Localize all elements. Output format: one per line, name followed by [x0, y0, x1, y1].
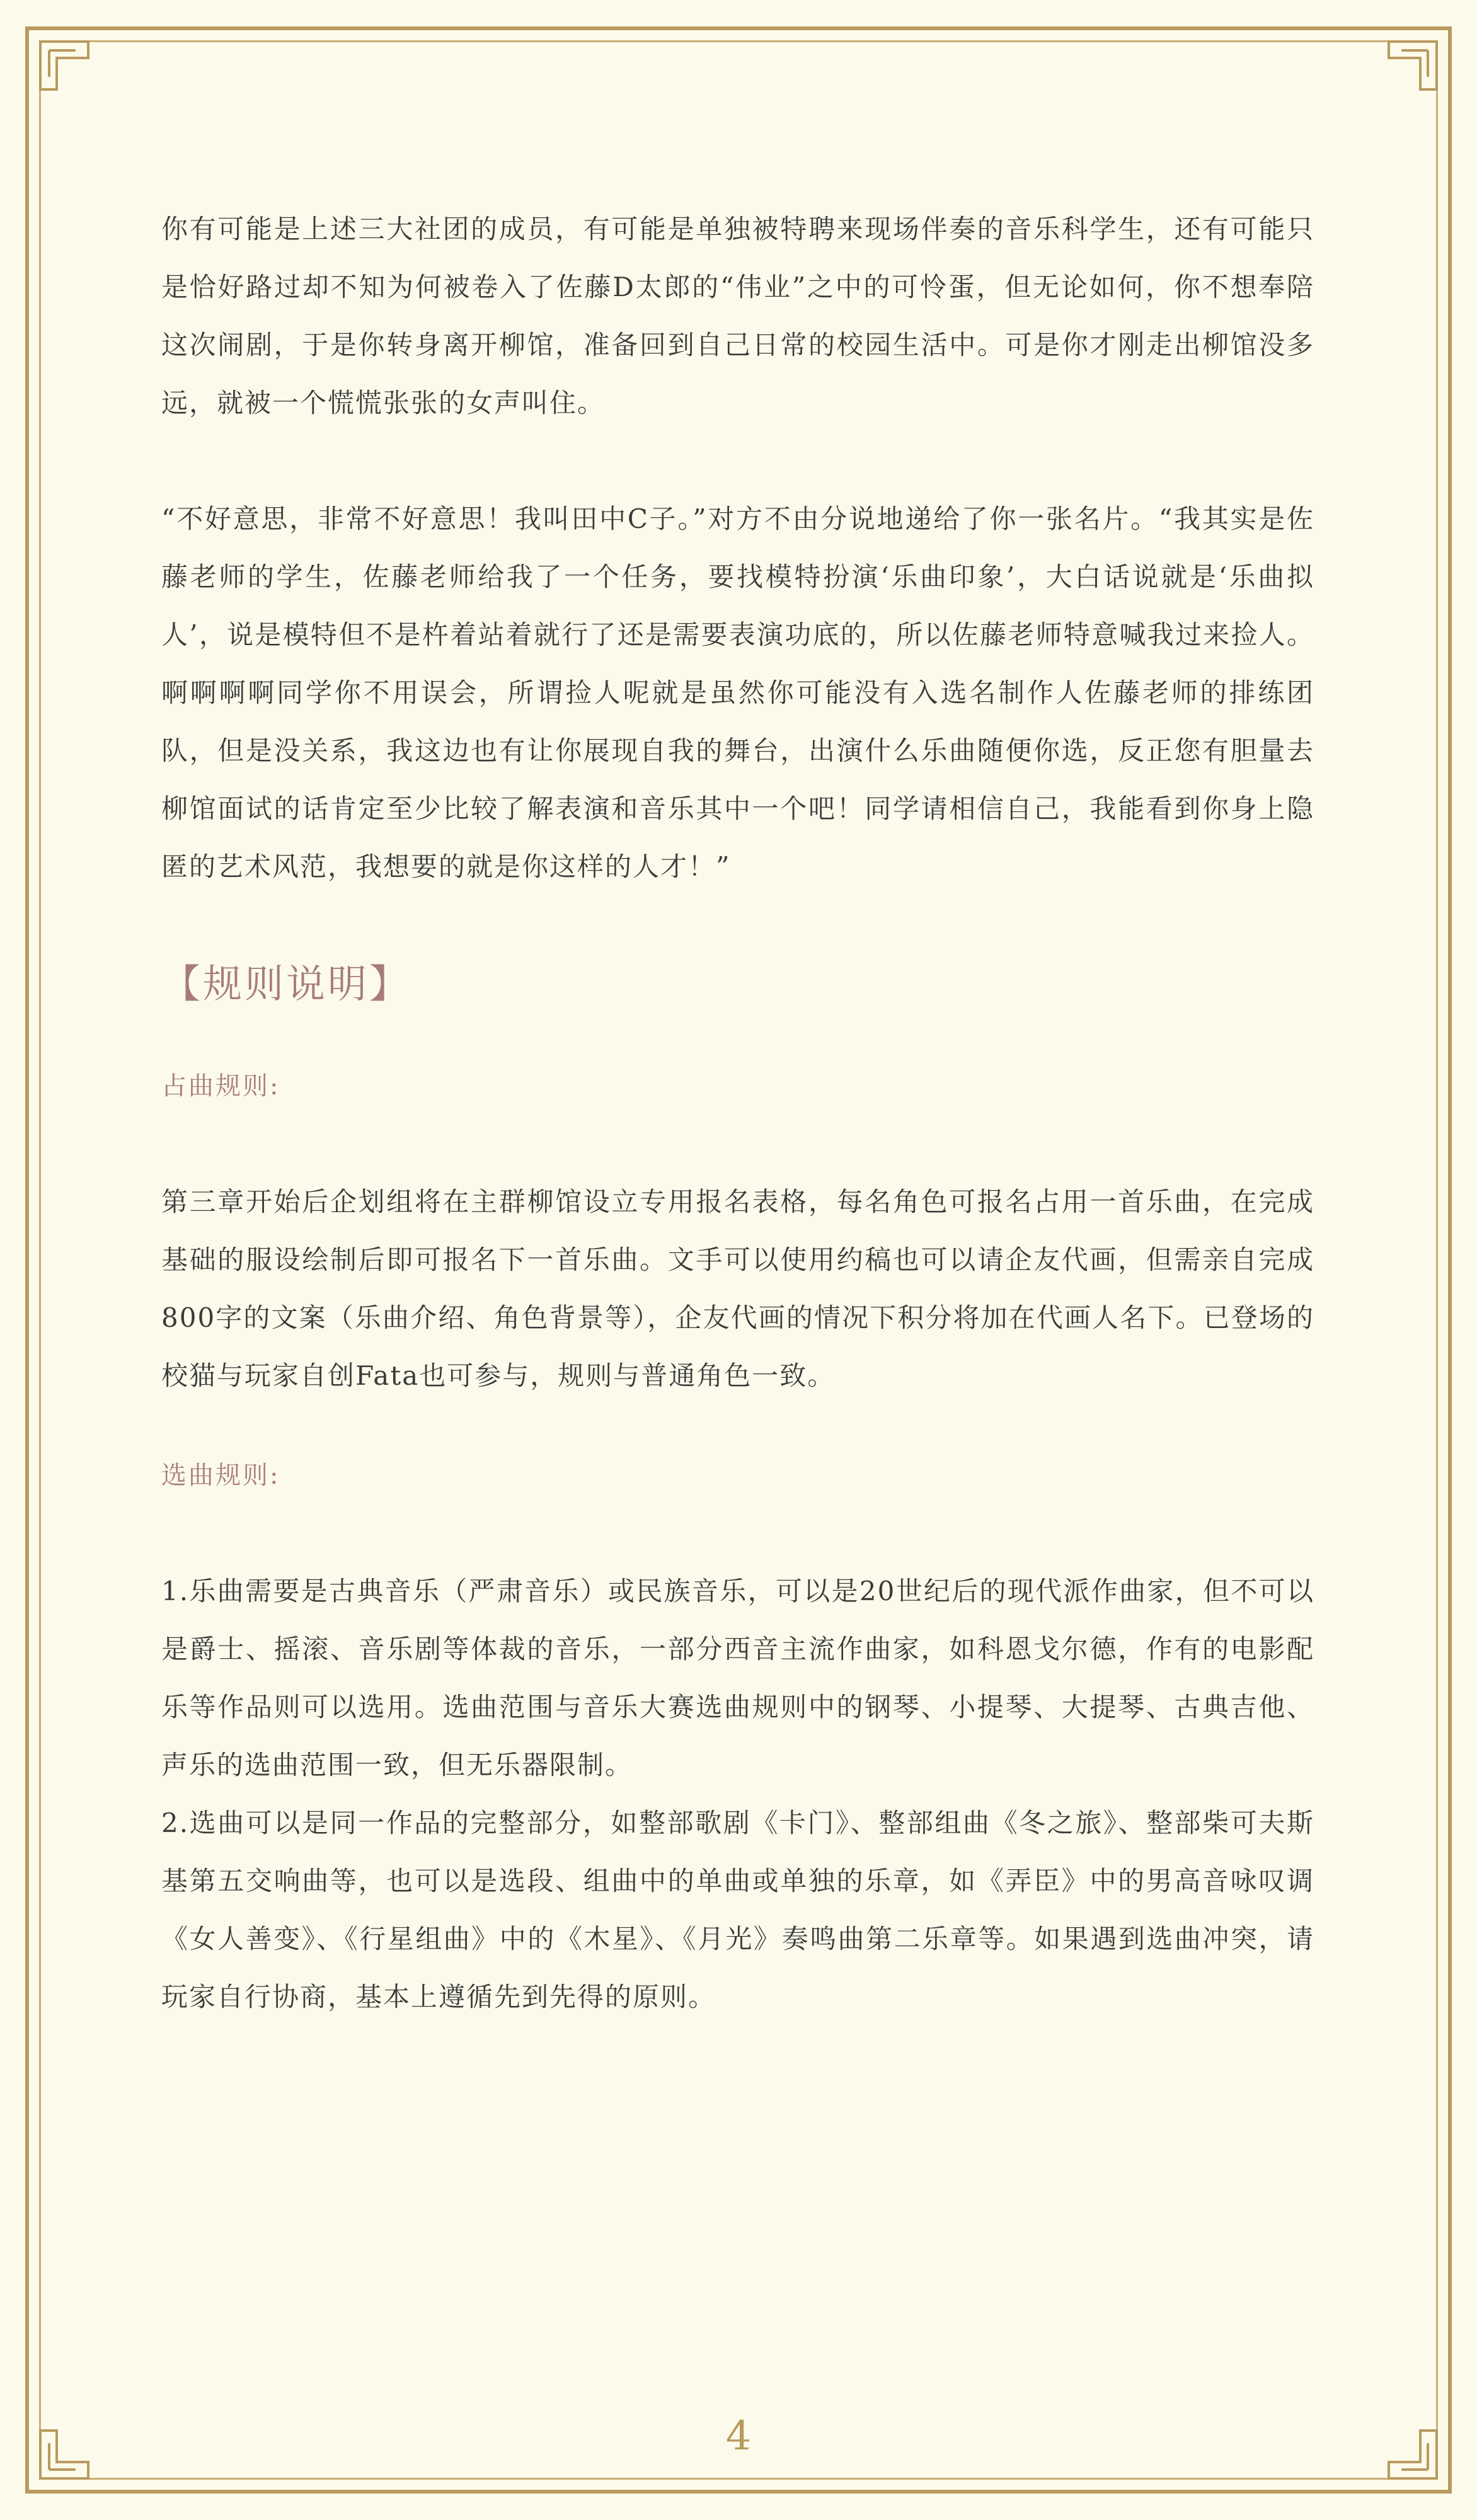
- page-number: 4: [725, 2413, 752, 2460]
- rule-paragraph: 1.乐曲需要是古典音乐（严肃音乐）或民族音乐，可以是20世纪后的现代派作曲家，但不可以是爵士、摇滚、音乐剧等体裁的音乐，一部分西音主流作曲家，如科恩戈尔德，作有的电影配乐等作品则可以选用。选曲范围与音乐大赛选曲规则中的钢琴、小提琴、大提琴、古典吉他、声乐的选曲范围一致，但无乐器限制。: [161, 1576, 1314, 1780]
- corner-ornament-icon: [1370, 26, 1452, 108]
- intro-paragraph: “不好意思，非常不好意思！我叫田中C子。”对方不由分说地递给了你一张名片。“我其实是佐藤老师的学生，佐藤老师给我了一个任务，要找模特扮演‘乐曲印象’，大白话说就是‘乐曲拟人’，说是模特但不是杵着站着就行了还是需要表演功底的，所以佐藤老师特意喊我过来捡人。啊啊啊啊同学你不用误会，所谓捡人呢就是虽然你可能没有入选名制作人佐藤老师的排练团队，但是没关系，我这边也有让你展现自我的舞台，出演什么乐曲随便你选，反正您有胆量去柳馆面试的话肯定至少比较了解表演和音乐其中一个吧！同学请相信自己，我能看到你身上隐匿的艺术风范，我想要的就是你这样的人才！”: [161, 503, 1314, 882]
- rule-paragraph: 第三章开始后企划组将在主群柳馆设立专用报名表格，每名角色可报名占用一首乐曲，在完成基础的服设绘制后即可报名下一首乐曲。文手可以使用约稿也可以请企友代画，但需亲自完成800字的文案（乐曲介绍、角色背景等），企友代画的情况下积分将加在代画人名下。已登场的校猫与玩家自创Fata也可参与，规则与普通角色一致。: [161, 1186, 1314, 1391]
- rule-subtitle: 选曲规则:: [161, 1461, 280, 1490]
- section-title: 【规则说明】: [161, 961, 411, 1007]
- intro-paragraph: 你有可能是上述三大社团的成员，有可能是单独被特聘来现场伴奏的音乐科学生，还有可能只是恰好路过却不知为何被卷入了佐藤D太郎的“伟业”之中的可怜蛋，但无论如何，你不想奉陪这次闹剧，于是你转身离开柳馆，准备回到自己日常的校园生活中。可是你才刚走出柳馆没多远，就被一个慌慌张张的女声叫住。: [161, 214, 1314, 418]
- rule-paragraph: 2.选曲可以是同一作品的完整部分，如整部歌剧《卡门》、整部组曲《冬之旅》、整部柴可夫斯基第五交响曲等，也可以是选段、组曲中的单曲或单独的乐章，如《弄臣》中的男高音咏叹调《女人善变》、《行星组曲》中的《木星》、《月光》奏鸣曲第二乐章等。如果遇到选曲冲突，请玩家自行协商，基本上遵循先到先得的原则。: [161, 1807, 1314, 2012]
- rule-subtitle: 占曲规则:: [161, 1072, 280, 1101]
- page-content: [161, 200, 1314, 2026]
- corner-ornament-icon: [25, 26, 107, 108]
